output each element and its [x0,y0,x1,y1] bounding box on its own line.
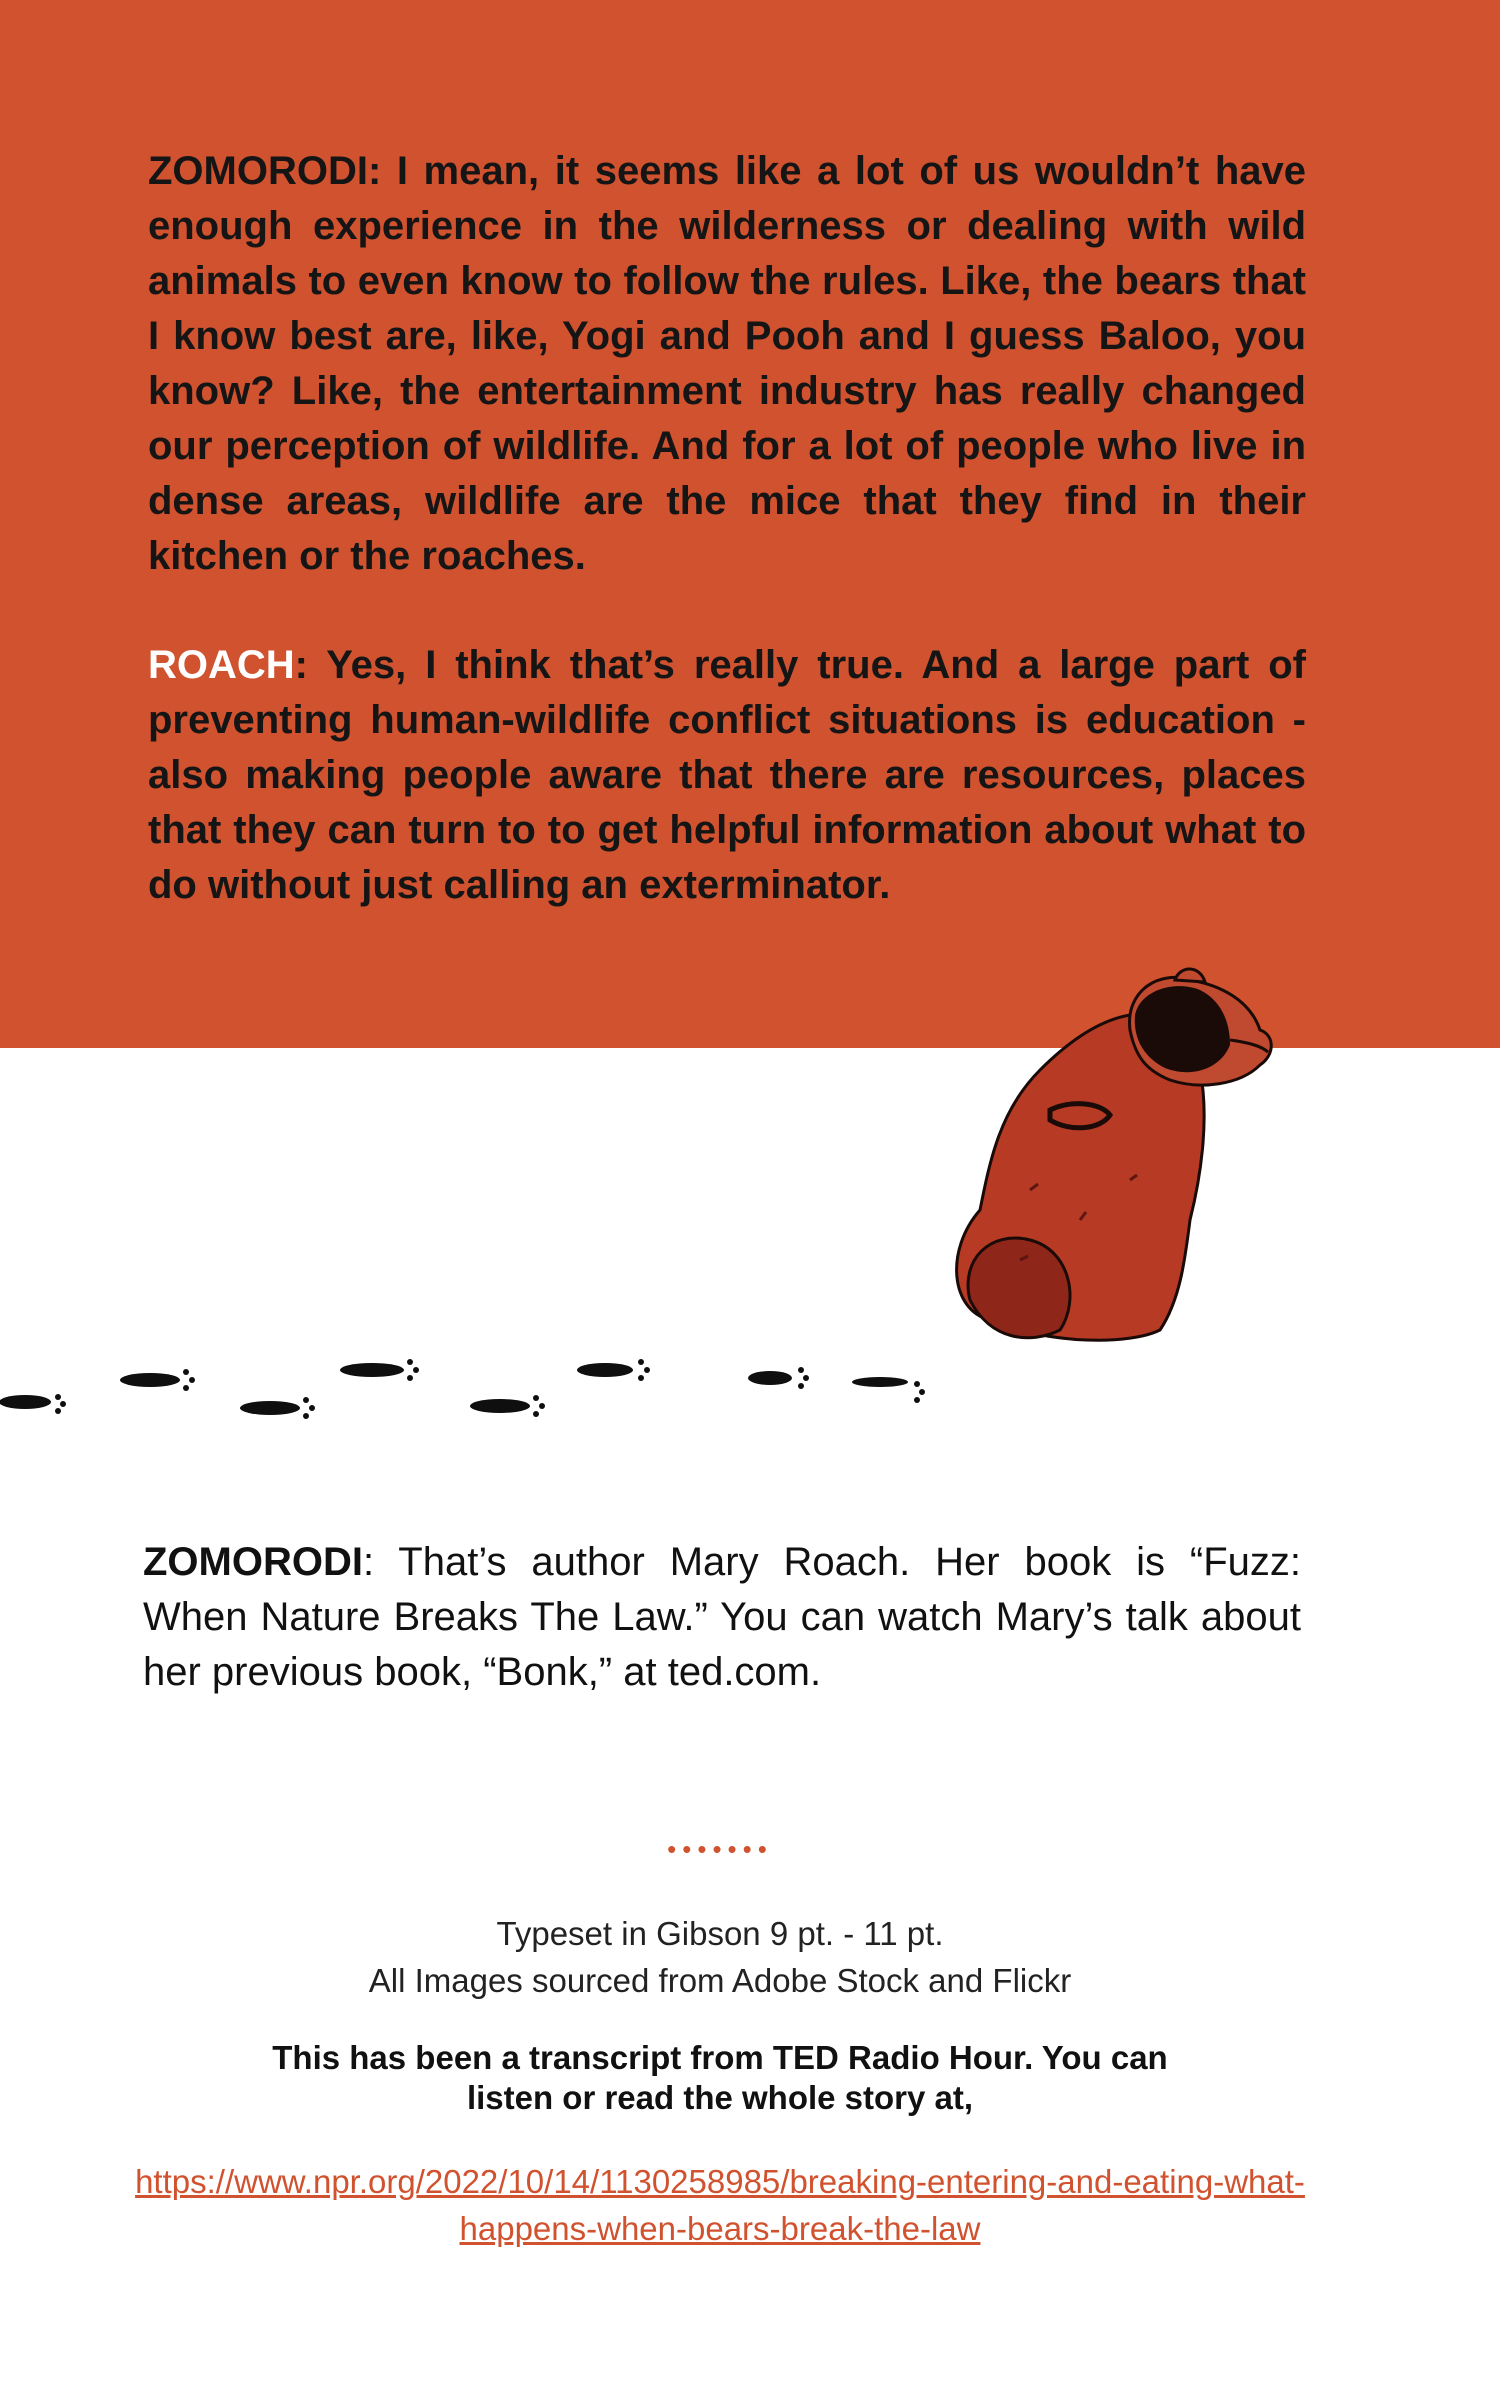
footprint [240,1401,300,1415]
dialogue-roach [148,638,1306,913]
separator: : [362,1540,399,1584]
dialogue-zomorodi [148,144,1306,584]
bear-footprints [0,1340,980,1430]
bear-leg [968,1238,1070,1338]
dialogue-text: Yes, I think that’s really true. And a large part of preventing human-wildlife conflict situations is education - also making people aware that there are resources, places that they can turn to to get helpful information about what to do without just calling an exterminator. [148,643,1307,907]
footprint [577,1363,633,1377]
image-credit: All Images sourced from Adobe Stock and Flickr [368,1962,1072,1999]
speaker-name: ZOMORODI [148,149,368,193]
closing-paragraph [143,1535,1301,1700]
separator: : [294,643,327,687]
typeset-credit: Typeset in Gibson 9 pt. - 11 pt. [496,1915,944,1952]
footprint [340,1363,404,1377]
footprint [748,1371,792,1385]
closing-text: That’s author Mary Roach. Her book is “Fuzz: When Nature Breaks The Law.” You can watch Mary’s talk about her previous book, “Bonk,” at ted.com. [143,1540,1301,1694]
bear-illustration [930,960,1350,1380]
footprint [470,1399,530,1413]
footprint [0,1395,51,1409]
bear-ear [1175,969,1205,982]
dialogue-text: I mean, it seems like a lot of us wouldn’t have enough experience in the wilderness or dealing with wild animals to even know to follow the rules. Like, the bears that I know best are, like, Yogi and Pooh and I guess Baloo, you know? Like, the entertainment industry has really changed our perception of wildlife. And for a lot of people who live in dense areas, wildlife are the mice that they find in their kitchen or the roaches. [148,149,1307,578]
credits [0,1910,1440,2004]
speaker-name: ZOMORODI [143,1540,363,1584]
separator: : [367,149,397,193]
source-link[interactable]: https://www.npr.org/2022/10/14/1130258985/breaking-entering-and-eating-what-happens-when-bears-break-the-law [135,2163,1305,2247]
footprint [120,1373,180,1387]
transcript-note: This has been a transcript from TED Radio Hour. You can listen or read the whole story at, [272,2039,1168,2116]
footprint [852,1377,908,1387]
speaker-name: ROACH [148,643,295,687]
section-divider: ••••••• [667,1834,773,1864]
